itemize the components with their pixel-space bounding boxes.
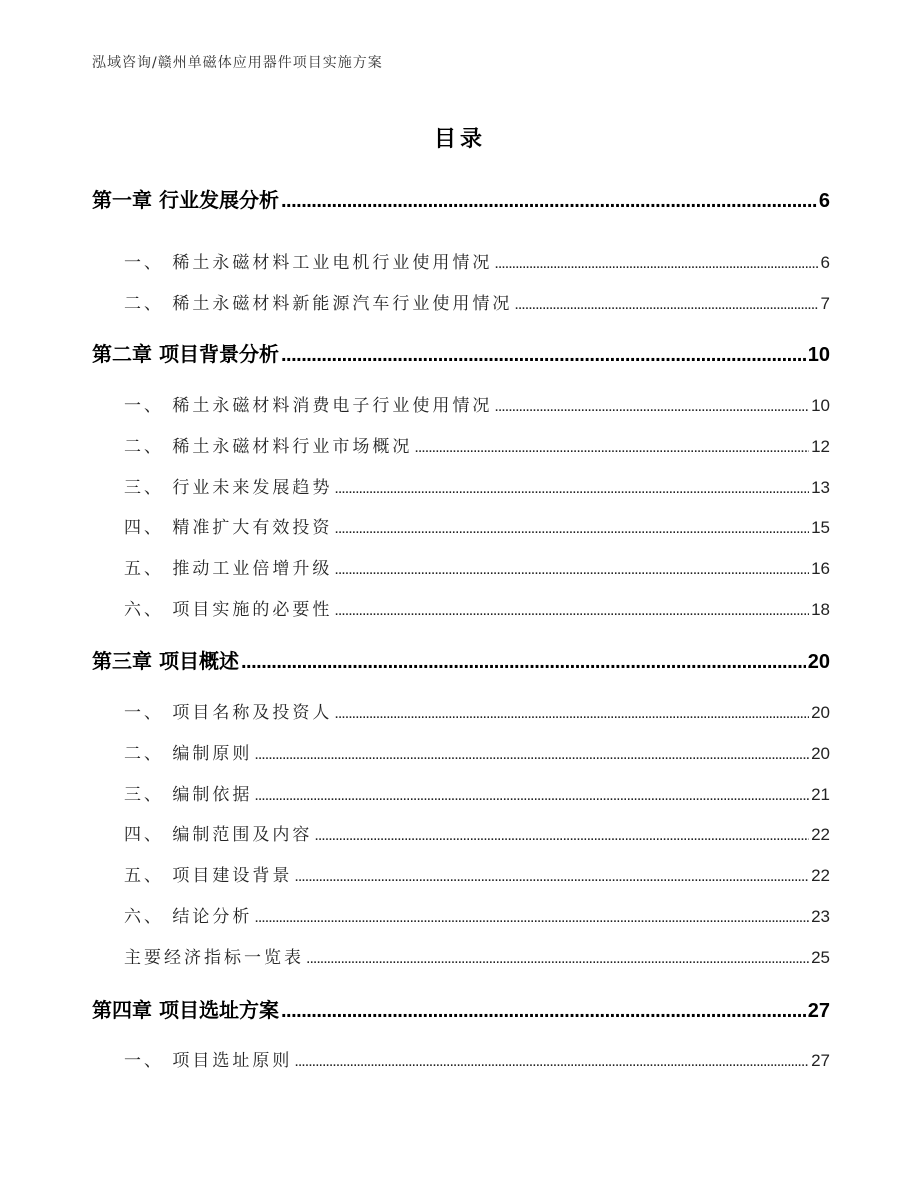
toc-page-number: 27	[807, 1000, 830, 1022]
toc-page-number: 22	[811, 866, 830, 885]
running-header: 泓域咨询/赣州单磁体应用器件项目实施方案	[92, 55, 383, 71]
toc-page-number: 23	[811, 907, 830, 926]
toc-entry-label: 主要经济指标一览表	[124, 948, 304, 968]
toc-section-entry[interactable]	[92, 513, 830, 538]
toc-section-entry[interactable]	[92, 391, 830, 416]
toc-section-entry[interactable]	[92, 554, 830, 579]
dot-leader	[241, 651, 806, 674]
toc-page-number: 10	[807, 344, 830, 366]
toc-entry-label: 四、 精准扩大有效投资	[124, 518, 333, 538]
toc-chapter-entry[interactable]	[92, 645, 830, 674]
dot-leader	[334, 602, 809, 620]
toc-entry-label: 三、 编制依据	[124, 785, 253, 805]
dot-leader	[294, 1053, 809, 1071]
toc-entry-label: 一、 稀土永磁材料消费电子行业使用情况	[124, 396, 493, 416]
toc-entry-label: 一、 稀土永磁材料工业电机行业使用情况	[124, 253, 493, 273]
toc-chapter-entry[interactable]	[92, 184, 830, 213]
dot-leader	[334, 480, 809, 498]
toc-entry-label: 第四章 项目选址方案	[92, 998, 279, 1022]
dot-leader	[306, 950, 809, 968]
toc-entry-label: 四、 编制范围及内容	[124, 825, 313, 845]
dot-leader	[281, 1000, 806, 1023]
toc-page-number: 6	[820, 253, 830, 272]
toc-page-number: 7	[820, 294, 830, 313]
toc-section-entry[interactable]	[92, 943, 830, 968]
dot-leader	[494, 398, 809, 416]
toc-entry-label: 二、 稀土永磁材料新能源汽车行业使用情况	[124, 294, 513, 314]
dot-leader	[514, 296, 818, 314]
toc-section-entry[interactable]	[92, 902, 830, 927]
dot-leader	[314, 827, 809, 845]
toc-entry-label: 第一章 行业发展分析	[92, 188, 279, 212]
toc-entry-label: 二、 稀土永磁材料行业市场概况	[124, 437, 413, 457]
toc-section-entry[interactable]	[92, 820, 830, 845]
toc-page-number: 20	[807, 651, 830, 673]
toc-section-entry[interactable]	[92, 780, 830, 805]
toc-page-number: 20	[811, 703, 830, 722]
toc-entry-label: 五、 推动工业倍增升级	[124, 559, 333, 579]
dot-leader	[294, 868, 809, 886]
toc-page-number: 13	[811, 478, 830, 497]
toc-section-entry[interactable]	[92, 861, 830, 886]
toc-page-number: 12	[811, 437, 830, 456]
dot-leader	[334, 705, 809, 723]
toc-chapter-entry[interactable]	[92, 994, 830, 1023]
toc-section-entry[interactable]	[92, 248, 830, 273]
toc-section-entry[interactable]	[92, 432, 830, 457]
toc-entry-label: 六、 结论分析	[124, 907, 253, 927]
toc-page-number: 21	[811, 785, 830, 804]
dot-leader	[254, 746, 809, 764]
toc-section-entry[interactable]	[92, 739, 830, 764]
dot-leader	[254, 787, 809, 805]
toc-section-entry[interactable]	[92, 1046, 830, 1071]
toc-entry-label: 一、 项目名称及投资人	[124, 703, 333, 723]
toc-entry-label: 六、 项目实施的必要性	[124, 600, 333, 620]
toc-page-number: 27	[811, 1051, 830, 1070]
toc-entry-label: 二、 编制原则	[124, 744, 253, 764]
toc-entry-label: 一、 项目选址原则	[124, 1051, 293, 1071]
toc-entry-label: 第二章 项目背景分析	[92, 342, 279, 366]
toc-page-number: 6	[818, 190, 830, 212]
toc-entry-label: 三、 行业未来发展趋势	[124, 478, 333, 498]
toc-page-number: 22	[811, 825, 830, 844]
dot-leader	[414, 439, 809, 457]
toc-page-number: 25	[811, 948, 830, 967]
toc-page-number: 16	[811, 559, 830, 578]
toc-chapter-entry[interactable]	[92, 338, 830, 367]
toc-section-entry[interactable]	[92, 473, 830, 498]
dot-leader	[334, 561, 809, 579]
toc-page-number: 15	[811, 518, 830, 537]
dot-leader	[281, 190, 817, 213]
dot-leader	[494, 255, 818, 273]
toc-entry-label: 第三章 项目概述	[92, 649, 239, 673]
dot-leader	[334, 520, 809, 538]
toc-page-number: 10	[811, 396, 830, 415]
toc-page-number: 18	[811, 600, 830, 619]
toc-section-entry[interactable]	[92, 595, 830, 620]
toc-section-entry[interactable]	[92, 289, 830, 314]
toc-entry-label: 五、 项目建设背景	[124, 866, 293, 886]
toc-section-entry[interactable]	[92, 698, 830, 723]
toc-title: 目录	[433, 127, 486, 152]
toc-page-number: 20	[811, 744, 830, 763]
dot-leader	[281, 344, 806, 367]
dot-leader	[254, 909, 809, 927]
